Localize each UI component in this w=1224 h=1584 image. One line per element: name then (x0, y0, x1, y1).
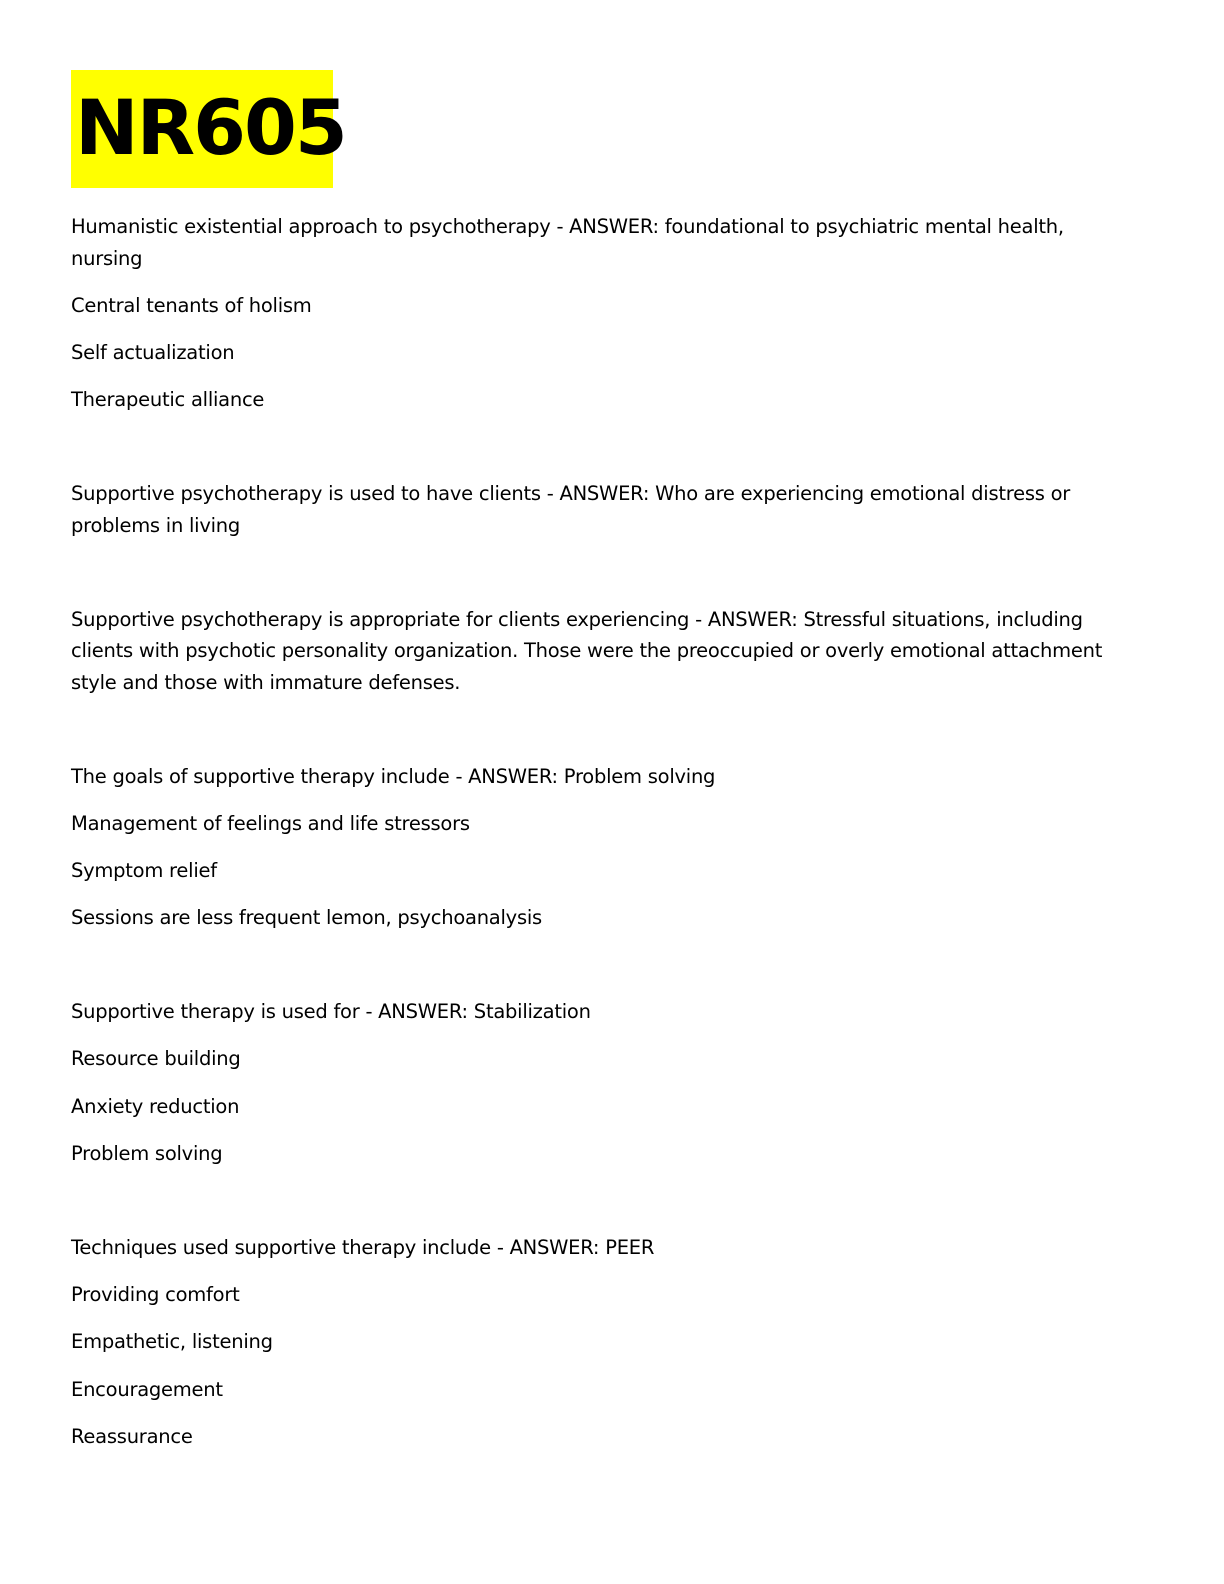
text-line: Supportive psychotherapy is appropriate for clients experiencing - ANSWER: Stressful situations, including (71, 608, 1083, 631)
text-line: clients with psychotic personality organization. Those were the preoccupied or overly emotional attachment (71, 639, 1103, 662)
text-line: Empathetic, listening (71, 1330, 273, 1353)
text-line: Supportive psychotherapy is used to have clients - ANSWER: Who are experiencing emotional distress or (71, 482, 1071, 505)
text-line: Central tenants of holism (71, 294, 312, 317)
text-line: Reassurance (71, 1425, 193, 1448)
text-line: Symptom relief (71, 859, 217, 882)
text-line: Resource building (71, 1047, 241, 1070)
text-line: Self actualization (71, 341, 235, 364)
text-line: Anxiety reduction (71, 1095, 240, 1118)
text-line: Supportive therapy is used for - ANSWER: Stabilization (71, 1000, 591, 1023)
document-title: NR605 (75, 83, 346, 172)
title-highlight (71, 70, 346, 188)
text-line: Humanistic existential approach to psychotherapy - ANSWER: foundational to psychiatric mental health, (71, 215, 1064, 238)
text-line: Techniques used supportive therapy include - ANSWER: PEER (71, 1236, 655, 1259)
text-line: Sessions are less frequent lemon, psychoanalysis (71, 906, 542, 929)
text-line: Therapeutic alliance (71, 388, 265, 411)
text-line: Problem solving (71, 1142, 223, 1165)
text-line: The goals of supportive therapy include - ANSWER: Problem solving (71, 765, 716, 788)
text-line: nursing (71, 247, 143, 270)
text-line: problems in living (71, 514, 241, 537)
text-line: style and those with immature defenses. (71, 671, 461, 694)
text-line: Management of feelings and life stressors (71, 812, 470, 835)
text-line: Providing comfort (71, 1283, 240, 1306)
text-line: Encouragement (71, 1378, 223, 1401)
